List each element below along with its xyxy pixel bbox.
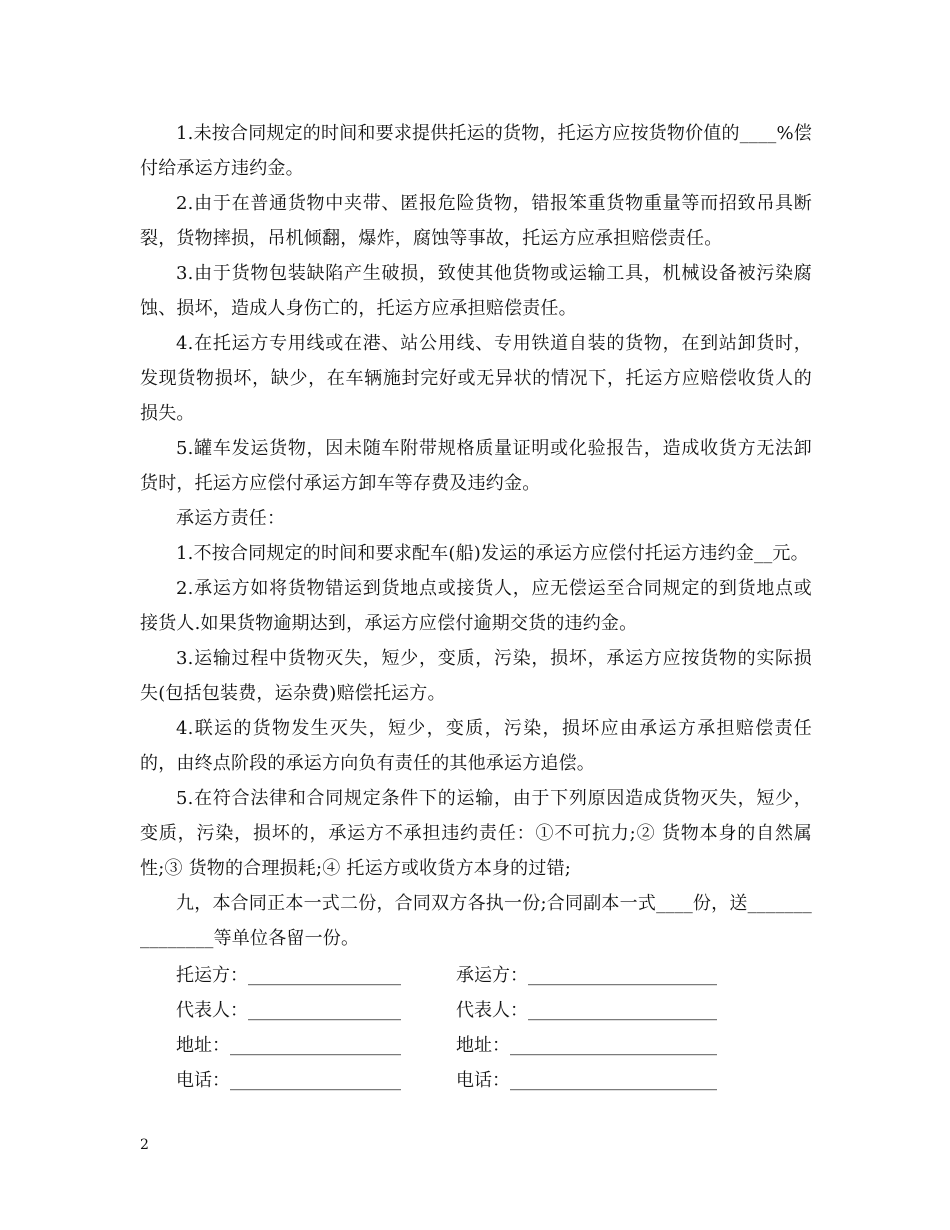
carrier-address-field: 地址：_______________________: [456, 1035, 717, 1056]
clause-carrier-2: 2.承运方如将货物错运到货地点或接货人，应无偿运至合同规定的到货地点或接货人.如果货物逾期达到，承运方应偿付逾期交货的违约金。: [140, 578, 812, 634]
signature-row-representative: [176, 993, 812, 1028]
shipper-phone-field: 电话：___________________: [176, 1070, 401, 1091]
clause-carrier-1: 1.不按合同规定的时间和要求配车(船)发运的承运方应偿付托运方违约金__元。: [176, 543, 809, 564]
clause-carrier-5: 5.在符合法律和合同规定条件下的运输，由于下列原因造成货物灭失，短少，变质，污染，损坏的，承运方不承担违约责任：①不可抗力;② 货物本身的自然属性;③ 货物的合理损耗;④ 托运方或收货方本身的过错;: [140, 788, 812, 879]
clause-carrier-4: 4.联运的货物发生灭失，短少，变质，污染，损坏应由承运方承担赔偿责任的，由终点阶段的承运方向负有责任的其他承运方追偿。: [140, 718, 812, 774]
clause-shipper-1: 1.未按合同规定的时间和要求提供托运的货物，托运方应按货物价值的____%偿付给承运方违约金。: [140, 123, 812, 179]
clause-shipper-2: 2.由于在普通货物中夹带、匿报危险货物，错报笨重货物重量等而招致吊具断裂，货物摔损，吊机倾翻，爆炸，腐蚀等事故，托运方应承担赔偿责任。: [140, 193, 812, 249]
clause-shipper-4: 4.在托运方专用线或在港、站公用线、专用铁道自装的货物，在到站卸货时，发现货物损坏，缺少，在车辆施封完好或无异状的情况下，托运方应赔偿收货人的损失。: [140, 333, 812, 424]
signature-row-party: [176, 958, 812, 993]
clause-copies: 九，本合同正本一式二份，合同双方各执一份;合同副本一式____份，送_______________等单位各留一份。: [140, 893, 812, 949]
clause-shipper-5: 5.罐车发运货物，因未随车附带规格质量证明或化验报告，造成收货方无法卸货时，托运方应偿付承运方卸车等存费及违约金。: [140, 438, 812, 494]
shipper-address-field: 地址：___________________: [176, 1035, 401, 1056]
signature-block: [140, 958, 812, 1098]
clause-shipper-3: 3.由于货物包装缺陷产生破损，致使其他货物或运输工具，机械设备被污染腐蚀、损坏，造成人身伤亡的，托运方应承担赔偿责任。: [140, 263, 812, 319]
carrier-phone-field: 电话：_______________________: [456, 1070, 717, 1091]
clause-carrier-3: 3.运输过程中货物灭失，短少，变质，污染，损坏，承运方应按货物的实际损失(包括包装费，运杂费)赔偿托运方。: [140, 648, 812, 704]
page-number: 2: [140, 1137, 149, 1153]
signature-row-phone: [176, 1063, 812, 1098]
carrier-representative-field: 代表人：_____________________: [456, 1000, 717, 1021]
section-heading-carrier-liability: 承运方责任：: [176, 508, 286, 529]
shipper-name-field: 托运方：_________________: [176, 965, 401, 986]
carrier-name-field: 承运方：_____________________: [456, 965, 717, 986]
shipper-representative-field: 代表人：_________________: [176, 1000, 401, 1021]
document-body: [140, 116, 812, 1098]
signature-row-address: [176, 1028, 812, 1063]
